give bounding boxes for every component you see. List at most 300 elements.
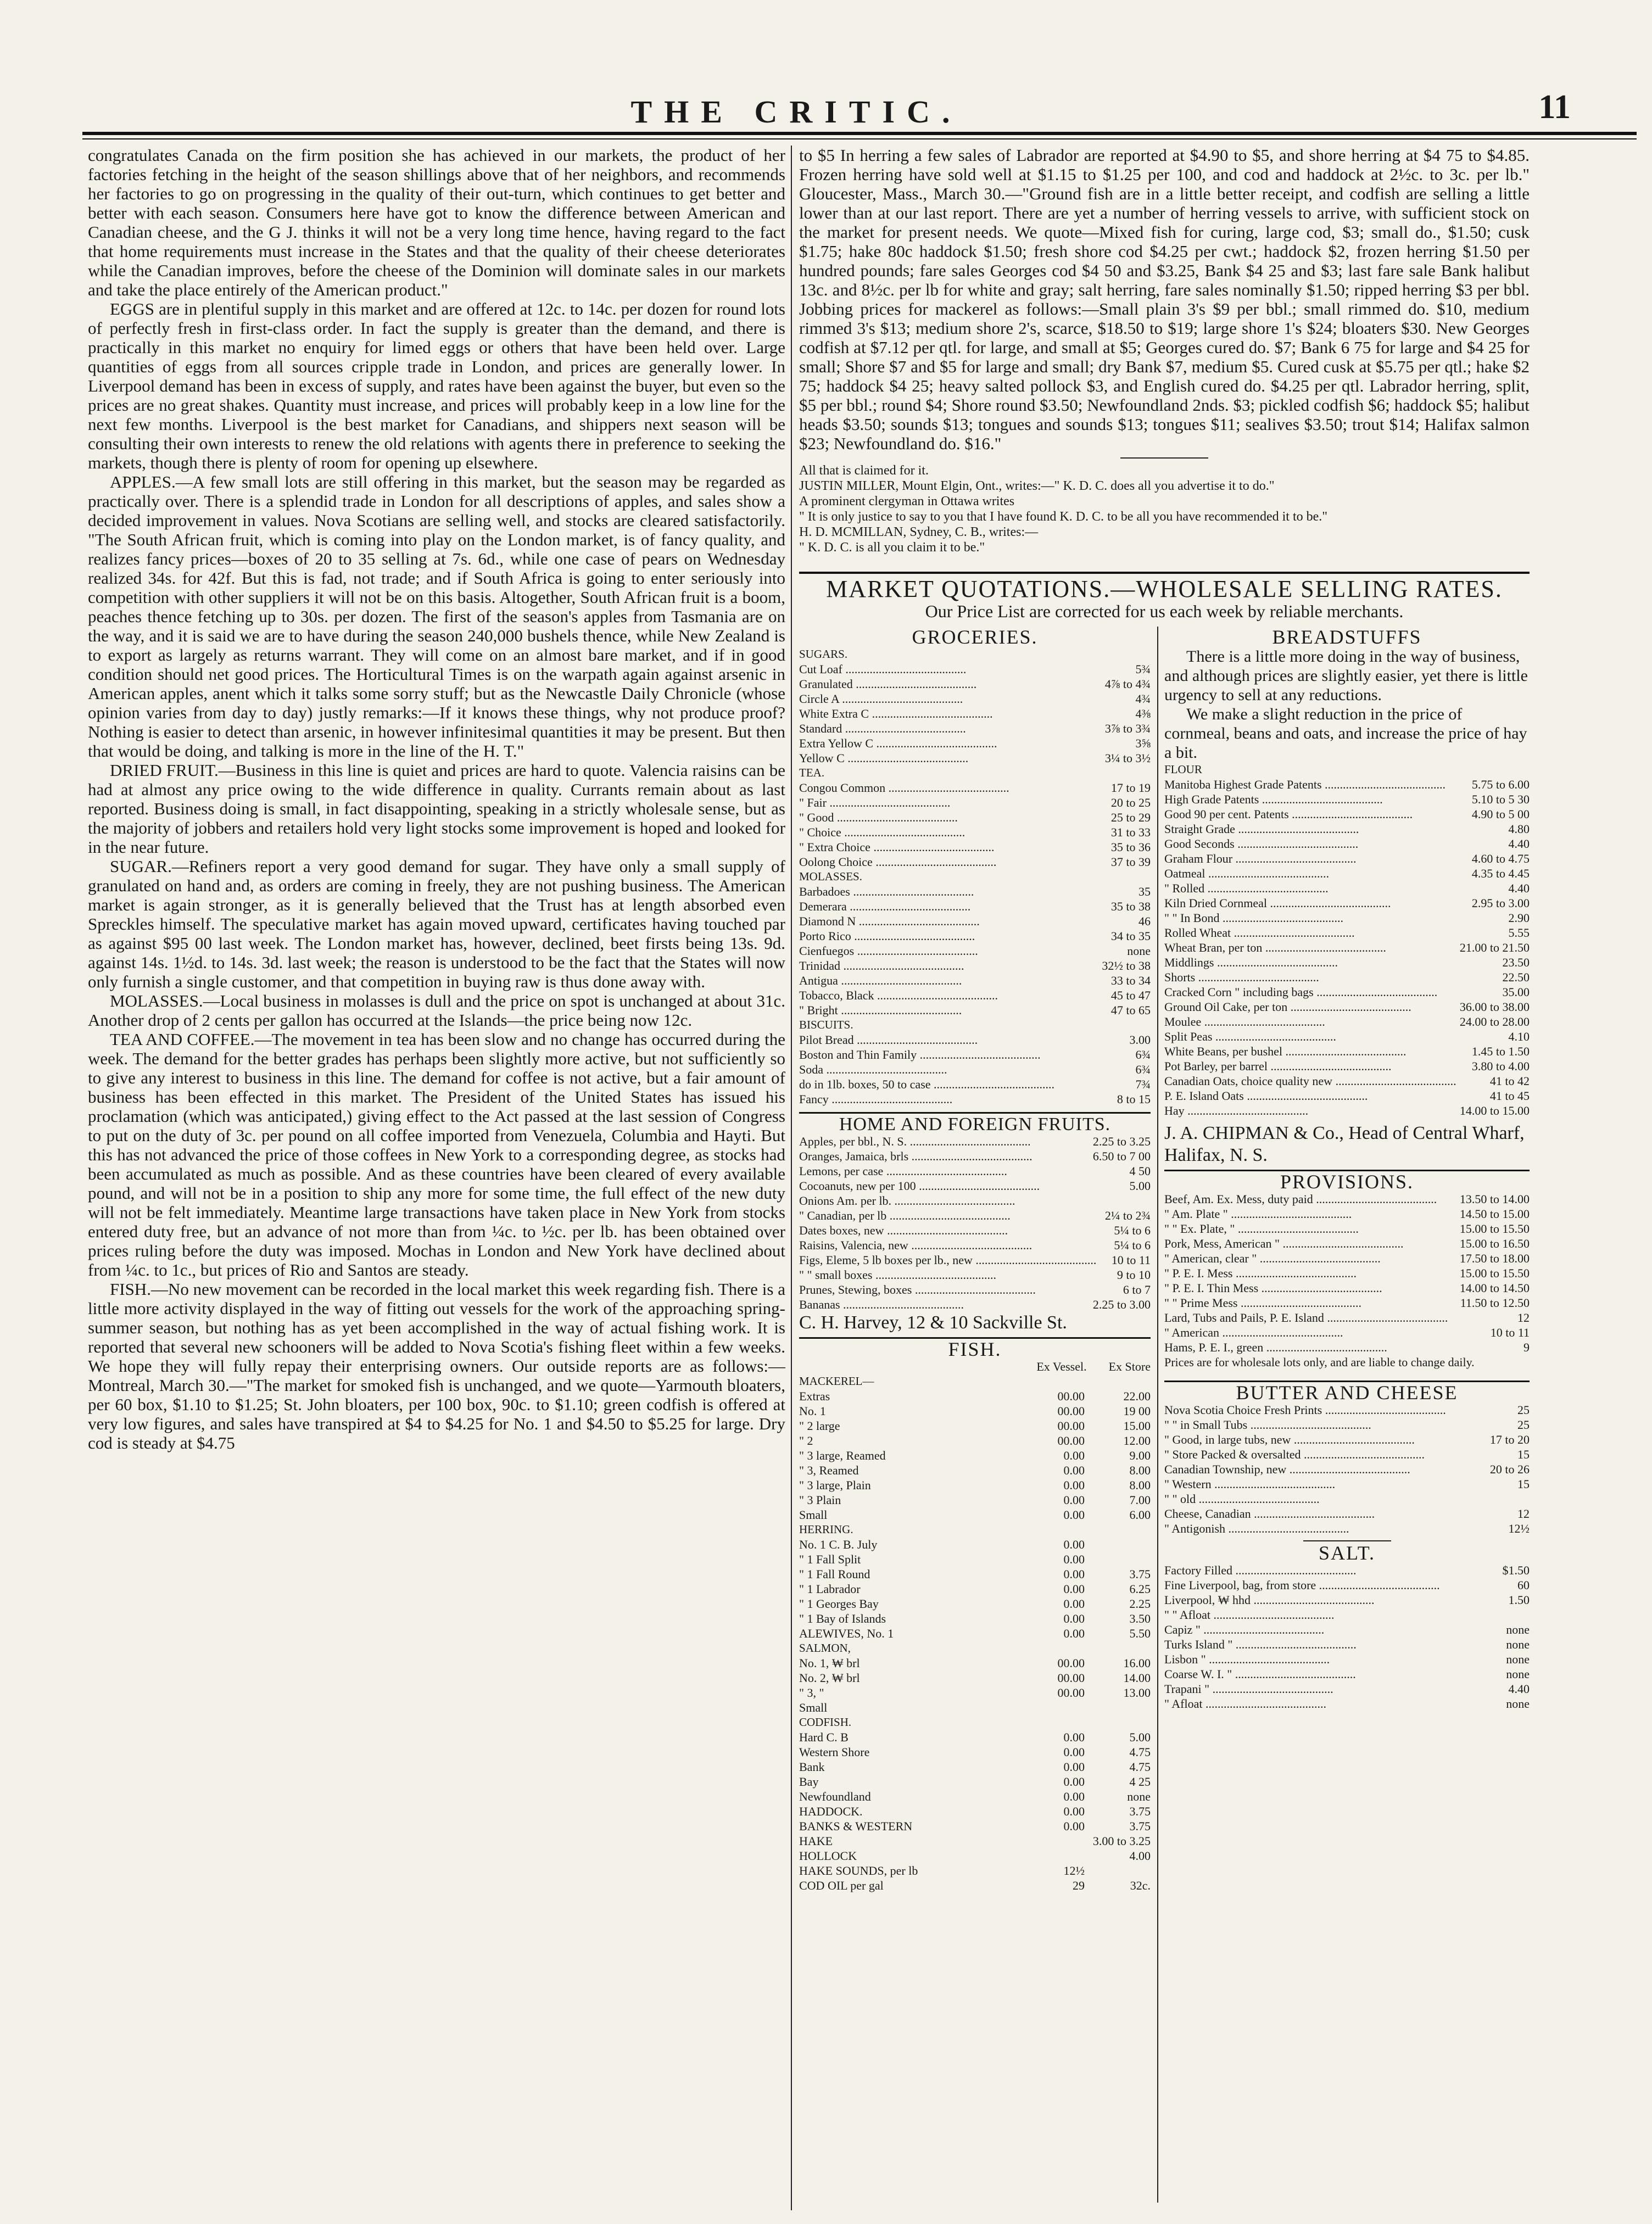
ex-store-price: 32c.	[1130, 1879, 1151, 1892]
item-price	[1526, 1607, 1530, 1622]
item-price: 6¾	[1135, 1063, 1151, 1076]
item-name: " 1 Fall Round	[799, 1567, 870, 1581]
category-label: SUGARS.	[799, 647, 848, 661]
item-name: Oranges, Jamaica, brls ........................................	[799, 1149, 1032, 1163]
provision-row	[1164, 1236, 1530, 1251]
ex-vessel-price: 00.00	[1057, 1686, 1085, 1700]
ex-store-price: 8.00	[1129, 1478, 1151, 1492]
item-name: Good Seconds ........................................	[1164, 837, 1359, 851]
item-price: 6 to 7	[1123, 1283, 1151, 1297]
salt-row	[1164, 1681, 1530, 1696]
testimonial-line: " It is only justice to say to you that I have found K. D. C. to be all you have recommended it to be."	[799, 510, 1328, 524]
breadstuff-row	[1164, 1014, 1530, 1029]
item-name: Diamond N ........................................	[799, 914, 980, 928]
item-name: Trinidad ........................................	[799, 959, 964, 973]
item-name: Barbadoes ........................................	[799, 885, 974, 898]
item-name: Bank	[799, 1760, 825, 1774]
item-price: 17 to 19	[1110, 781, 1151, 795]
item-name: " 1 Labrador	[799, 1582, 861, 1596]
fish-row	[799, 1463, 1151, 1478]
item-price: 32½ to 38	[1102, 959, 1151, 973]
item-price: 2.25 to 3.00	[1092, 1298, 1151, 1311]
item-name: BANKS & WESTERN	[799, 1819, 913, 1833]
breadstuff-row	[1164, 910, 1530, 925]
ex-store-price	[1085, 1863, 1151, 1878]
item-price: 35.00	[1502, 985, 1530, 999]
provision-row	[1164, 1281, 1530, 1295]
fruit-row	[799, 1267, 1151, 1282]
groceries-table	[799, 647, 1151, 1107]
fish-row	[799, 1878, 1151, 1893]
breadstuff-row	[1164, 1044, 1530, 1059]
category-label: MOLASSES.	[799, 870, 862, 883]
market-quotations-subtitle: Our Price List are corrected for us each week by reliable merchants.	[925, 601, 1404, 621]
item-price: 9 to 10	[1117, 1268, 1151, 1282]
item-price: 20 to 25	[1110, 796, 1151, 809]
item-price	[1147, 1193, 1151, 1208]
provision-row	[1164, 1310, 1530, 1325]
item-name: " 3 Plain	[799, 1493, 841, 1507]
butter-row	[1164, 1447, 1530, 1462]
ex-store-price: 9.00	[1129, 1449, 1151, 1462]
item-name: HADDOCK.	[799, 1804, 863, 1818]
item-price: 2.25 to 3.25	[1092, 1135, 1151, 1148]
item-name: No. 1 C. B. July	[799, 1538, 878, 1551]
ex-store-price	[1085, 1552, 1151, 1567]
ex-vessel-price: 0.00	[1063, 1597, 1085, 1611]
item-name: " Fair ........................................	[799, 796, 951, 809]
item-name: Extra Yellow C ........................................	[799, 736, 997, 750]
fruit-row	[799, 1149, 1151, 1164]
item-price: 31 to 33	[1110, 825, 1151, 839]
item-price: 5¼ to 6	[1114, 1238, 1151, 1252]
item-name: " " Prime Mess ........................................	[1164, 1296, 1361, 1310]
ex-vessel-price: 00.00	[1057, 1389, 1085, 1403]
grocery-row	[799, 958, 1151, 973]
fish-row	[799, 1567, 1151, 1582]
item-name: No. 2, ₩ brl	[799, 1671, 860, 1685]
item-name: Split Peas ........................................	[1164, 1030, 1336, 1043]
fish-row	[799, 1433, 1151, 1448]
breadstuff-row	[1164, 792, 1530, 807]
item-price: 22.50	[1502, 970, 1530, 984]
item-price: 2.95 to 3.00	[1471, 896, 1530, 910]
item-name: Prunes, Stewing, boxes ........................................	[799, 1283, 1036, 1297]
item-price: 14.00 to 14.50	[1459, 1281, 1530, 1295]
grocery-row	[799, 810, 1151, 825]
item-name: ALEWIVES, No. 1	[799, 1627, 894, 1640]
article-paragraph: DRIED FRUIT.—Business in this line is quiet and prices are hard to quote. Valencia raisins can be had at almost any price owing to the wide difference in quality. Currants remain about as last reported. Business doing is small, in fact disappointing, speaking in a strictly wholesale sense, but as the majority of jobbers and retailers hold very light stocks some improvement is hoped and looked for in the near future.	[88, 761, 785, 857]
grocery-row	[799, 691, 1151, 706]
salt-row	[1164, 1563, 1530, 1578]
item-price: 6¾	[1135, 1048, 1151, 1061]
fish-row	[799, 1626, 1151, 1641]
item-name: Tobacco, Black ........................................	[799, 988, 998, 1002]
fruit-row	[799, 1238, 1151, 1253]
breadstuff-row	[1164, 836, 1530, 851]
item-name: Shorts ........................................	[1164, 970, 1319, 984]
grocery-row	[799, 795, 1151, 810]
item-name: Rolled Wheat ........................................	[1164, 926, 1355, 940]
item-price: none	[1506, 1667, 1530, 1681]
item-price: 3.80 to 4.00	[1471, 1059, 1530, 1073]
item-name: Congou Common ........................................	[799, 781, 1009, 795]
fish-row	[799, 1804, 1151, 1819]
fruit-row	[799, 1223, 1151, 1238]
fish-row	[799, 1774, 1151, 1789]
ex-store-price: 13.00	[1123, 1686, 1151, 1700]
item-name: Canadian Township, new ........................................	[1164, 1462, 1410, 1476]
article-paragraph: EGGS are in plentiful supply in this market and are offered at 12c. to 14c. per dozen for round lots of perfectly fresh in first-class order. In fact the supply is greater than the demand, and there is practically in this market no enquiry for limed eggs or others that have been held over. Large quantities of eggs from all sources cripple trade in London, and prices are generally lower. In Liverpool demand has been in excess of supply, and rates have been against the buyer, but even so the prices are no great shakes. Quantity must increase, and prices will probably keep in a low line for the next few months. Liverpool is the best market for Canadians, and shippers next season will be consulting their own interests to renew the old relations with agents there in preference to seeking the markets, though there is plenty of room for opening up elsewhere.	[88, 299, 785, 472]
item-price: 10 to 11	[1111, 1253, 1151, 1267]
item-name: " Good ........................................	[799, 811, 958, 824]
item-name: Small	[799, 1508, 828, 1522]
item-price	[1526, 1491, 1530, 1506]
salt-row	[1164, 1667, 1530, 1681]
item-name: " 1 Georges Bay	[799, 1597, 879, 1611]
item-price: 13.50 to 14.00	[1459, 1192, 1530, 1206]
item-price: 5¾	[1135, 662, 1151, 676]
item-price: 5.10 to 5 30	[1471, 792, 1530, 806]
groceries-heading: GROCERIES.	[912, 626, 1038, 648]
item-price: 25 to 29	[1110, 811, 1151, 824]
item-name: " 3 large, Reamed	[799, 1449, 886, 1462]
item-name: Hard C. B	[799, 1730, 849, 1744]
fish-row	[799, 1552, 1151, 1567]
ex-vessel-price: 00.00	[1057, 1671, 1085, 1685]
item-name: High Grade Patents ........................................	[1164, 792, 1383, 806]
grocery-row	[799, 884, 1151, 899]
ex-store-price: 3.75	[1129, 1819, 1151, 1833]
item-price: 5¼ to 6	[1114, 1223, 1151, 1237]
item-name: " Bright ........................................	[799, 1003, 962, 1017]
item-price: 34 to 35	[1110, 929, 1151, 943]
item-price: 3⅝	[1135, 736, 1151, 750]
fish-row	[799, 1863, 1151, 1878]
item-price: 4.40	[1508, 1682, 1530, 1696]
item-name: Turks Island " ........................................	[1164, 1638, 1357, 1651]
item-name: Raisins, Valencia, new ........................................	[799, 1238, 1032, 1252]
ex-vessel-price: 0.00	[1063, 1730, 1085, 1744]
ex-store-header: Ex Store	[1108, 1360, 1151, 1373]
ex-store-price: 6.00	[1129, 1508, 1151, 1522]
breadstuff-row	[1164, 851, 1530, 866]
item-name: Fancy ........................................	[799, 1092, 953, 1106]
ex-store-price: 4.00	[1129, 1849, 1151, 1863]
breadstuff-row	[1164, 881, 1530, 896]
item-price: 4.80	[1508, 822, 1530, 836]
fruit-row	[799, 1134, 1151, 1149]
breadstuffs-heading: BREADSTUFFS	[1272, 626, 1422, 648]
ex-vessel-price: 0.00	[1063, 1567, 1085, 1581]
grocery-row	[799, 914, 1151, 929]
grocery-row	[799, 943, 1151, 958]
ex-store-price: 19 00	[1123, 1404, 1151, 1418]
ex-vessel-price: 0.00	[1063, 1760, 1085, 1774]
item-price: 6.50 to 7 00	[1092, 1149, 1151, 1163]
item-name: Cheese, Canadian ........................................	[1164, 1507, 1375, 1521]
grocery-row	[799, 854, 1151, 869]
testimonial-line: All that is claimed for it.	[799, 463, 929, 478]
item-name: Granulated ........................................	[799, 677, 977, 691]
fish-row	[799, 1730, 1151, 1745]
breadstuff-row	[1164, 1088, 1530, 1103]
item-price: $1.50	[1502, 1563, 1530, 1577]
ex-vessel-price: 0.00	[1063, 1745, 1085, 1759]
item-name: COD OIL per gal	[799, 1879, 884, 1892]
item-name: Wheat Bran, per ton ........................................	[1164, 941, 1386, 954]
item-name: Liverpool, ₩ hhd ........................................	[1164, 1593, 1375, 1607]
item-price: 17.50 to 18.00	[1459, 1251, 1530, 1265]
item-name: Canadian Oats, choice quality new ........................................	[1164, 1074, 1456, 1088]
item-price: 12½	[1508, 1522, 1530, 1535]
breadstuffs-paragraph: We make a slight reduction in the price of cornmeal, beans and oats, and increase the price of hay a bit.	[1164, 705, 1527, 762]
ex-vessel-price: 12½	[1063, 1864, 1085, 1877]
item-name: " 2 large	[799, 1419, 840, 1433]
ex-vessel-price: 0.00	[1063, 1552, 1085, 1566]
item-name: " 3, "	[799, 1686, 824, 1700]
fish-row	[799, 1389, 1151, 1404]
item-name: HAKE SOUNDS, per lb	[799, 1864, 918, 1877]
category-label: MACKEREL—	[799, 1374, 874, 1388]
salt-row	[1164, 1578, 1530, 1592]
item-name: Lemons, per case ........................................	[799, 1164, 1007, 1178]
item-name: " 3 large, Plain	[799, 1478, 871, 1492]
page-number: 11	[1538, 88, 1571, 126]
flour-label: FLOUR	[1164, 763, 1202, 776]
page-header	[82, 82, 1571, 137]
ex-store-price: 3.75	[1129, 1804, 1151, 1818]
fruit-row	[799, 1178, 1151, 1193]
salt-heading: SALT.	[1318, 1542, 1376, 1564]
item-price: 14.00 to 15.00	[1459, 1104, 1530, 1117]
item-name: Yellow C ........................................	[799, 751, 969, 765]
item-price: 47 to 65	[1110, 1003, 1151, 1017]
fish-heading: FISH.	[948, 1338, 1002, 1360]
item-price: 17 to 20	[1489, 1433, 1530, 1446]
fish-row	[799, 1700, 1151, 1715]
article-paragraph: TEA AND COFFEE.—The movement in tea has been slow and no change has occurred during the week. The demand for the better grades has perhaps been slightly more active, but not sufficiently so to give any interest to business in this line. The demand for coffee is not active, but a fair amount of business has been effected in this market. The President of the United States has issued his proclamation (which was anticipated,) giving effect to the Act passed at the last session of Congress to put on the duty of 3c. per pound on all coffee imported from Venezuela, Columbia and Hayti. But this has not advanced the price of those coffees in New York to a corresponding degree, as stocks had been accumulated as much as possible. And as these countries have been cleared of every available pound, and will not be in a position to ship any more for some time, the full effect of the new duty will not be felt immediately. Meantime large transactions have taken place in New York from stocks entered duty free, but an advance of not more than from ¼c. to ½c. per lb. has been obtained over prices ruling before the duty was imposed. Mochas in London and New York have declined about from ¼c. to 1c., but prices of Rio and Santos are steady.	[88, 1030, 785, 1279]
testimonial-line: H. D. MCMILLAN, Sydney, C. B., writes:—	[799, 525, 1039, 539]
item-name: Boston and Thin Family ........................................	[799, 1048, 1041, 1061]
item-name: Good 90 per cent. Patents ........................................	[1164, 807, 1413, 821]
fruit-row	[799, 1193, 1151, 1208]
item-price: 25	[1517, 1418, 1530, 1432]
provision-row	[1164, 1206, 1530, 1221]
item-name: Trapani " ........................................	[1164, 1682, 1333, 1696]
category-label: HERRING.	[799, 1523, 853, 1536]
item-name: Demerara ........................................	[799, 899, 971, 913]
item-name: Newfoundland	[799, 1790, 871, 1803]
item-price: none	[1506, 1623, 1530, 1636]
item-price: 10 to 11	[1490, 1326, 1530, 1339]
item-price: 5.75 to 6.00	[1471, 778, 1530, 791]
butter-cheese-table	[1164, 1402, 1530, 1536]
ex-store-price: 5.50	[1129, 1627, 1151, 1640]
section-rule	[799, 572, 1530, 574]
item-price: 1.45 to 1.50	[1471, 1044, 1530, 1058]
fish-row	[799, 1507, 1151, 1522]
item-name: HOLLOCK	[799, 1849, 857, 1863]
ex-store-price: 15.00	[1123, 1419, 1151, 1433]
item-name: Moulee ........................................	[1164, 1015, 1325, 1029]
ex-store-price: 4.75	[1129, 1745, 1151, 1759]
item-price: 14.50 to 15.00	[1459, 1207, 1530, 1221]
item-name: Western Shore	[799, 1745, 870, 1759]
ex-vessel-price: 0.00	[1063, 1790, 1085, 1803]
breadstuff-row	[1164, 985, 1530, 999]
ex-store-price: 8.00	[1129, 1463, 1151, 1477]
ex-store-price: 3.00 to 3.25	[1092, 1834, 1151, 1848]
breadstuff-row	[1164, 807, 1530, 822]
ex-store-price	[1085, 1537, 1151, 1552]
ex-store-price: 7.00	[1129, 1493, 1151, 1507]
item-name: Hams, P. E. I., green ........................................	[1164, 1340, 1387, 1354]
ex-vessel-price: 0.00	[1063, 1449, 1085, 1462]
divider	[1120, 457, 1208, 459]
item-price: 45 to 47	[1110, 988, 1151, 1002]
ex-store-price: none	[1127, 1790, 1151, 1803]
ex-store-price: 14.00	[1123, 1671, 1151, 1685]
item-name: Pork, Mess, American " ........................................	[1164, 1237, 1404, 1250]
ex-vessel-price: 00.00	[1057, 1434, 1085, 1448]
grocery-row	[799, 988, 1151, 1003]
item-name: " Extra Choice ........................................	[799, 840, 995, 854]
item-name: Hay ........................................	[1164, 1104, 1309, 1117]
item-name: " " Ex. Plate, " ........................................	[1164, 1222, 1359, 1236]
butter-row	[1164, 1521, 1530, 1536]
fruit-row	[799, 1253, 1151, 1267]
item-name: Ground Oil Cake, per ton ........................................	[1164, 1000, 1411, 1014]
ex-vessel-price	[1024, 1834, 1085, 1848]
ex-vessel-price: 0.00	[1063, 1804, 1085, 1818]
item-name: Cut Loaf ........................................	[799, 662, 967, 676]
divider	[1303, 1540, 1391, 1541]
item-price: 35 to 36	[1110, 840, 1151, 854]
item-name: Dates boxes, new ........................................	[799, 1223, 1008, 1237]
breadstuff-row	[1164, 955, 1530, 970]
item-name: Fine Liverpool, bag, from store ........................................	[1164, 1578, 1440, 1592]
ex-vessel-price: 0.00	[1063, 1612, 1085, 1625]
item-price: none	[1506, 1638, 1530, 1651]
home-foreign-table	[799, 1134, 1151, 1312]
category-label: SALMON,	[799, 1641, 851, 1655]
ex-vessel-price: 0.00	[1063, 1819, 1085, 1833]
grocery-row	[799, 973, 1151, 988]
fish-row	[799, 1537, 1151, 1552]
ex-vessel-price: 29	[1073, 1879, 1085, 1892]
left-column	[88, 146, 785, 1452]
breadstuff-row	[1164, 1074, 1530, 1088]
salt-row	[1164, 1652, 1530, 1667]
item-price: 25	[1517, 1403, 1530, 1417]
breadstuffs-paragraph: There is a little more doing in the way of business, and although prices are slightly easier, yet there is little urgency to sell at any reductions.	[1164, 647, 1528, 704]
item-price: none	[1127, 944, 1151, 958]
grocery-row	[799, 721, 1151, 736]
item-price: 4⅜	[1135, 707, 1151, 720]
ex-vessel-price: 00.00	[1057, 1404, 1085, 1418]
fish-row	[799, 1759, 1151, 1774]
item-name: " Good, in large tubs, new ........................................	[1164, 1433, 1415, 1446]
fish-row	[799, 1670, 1151, 1685]
category-label: TEA.	[799, 766, 825, 779]
butter-cheese-heading: BUTTER AND CHEESE	[1236, 1382, 1458, 1404]
grocery-row	[799, 825, 1151, 840]
item-price: 60	[1517, 1578, 1530, 1592]
item-price: 12	[1517, 1507, 1530, 1521]
fish-row	[799, 1745, 1151, 1759]
item-name: Standard ........................................	[799, 722, 966, 735]
item-price: 4.40	[1508, 837, 1530, 851]
article-paragraph: congratulates Canada on the firm position she has achieved in our markets, the product of her factories fetching in the height of the season shillings above that of her neighbors, and recommends her factories to go on progressing in the quality of their out-turn, which continues to get better and better with each season. Consumers here have got to know the difference between American and Canadian cheese, and the G J. thinks it will not be a very long time hence, having regard to the fact that home requirements must increase in the States and that the quality of their cheese deteriorates while the Canadian improves, before the cheese of the Dominion will dominate sales in our markets and take the place entirely of the American product."	[88, 146, 785, 299]
item-price: 2¼ to 2¾	[1104, 1209, 1151, 1222]
butter-row	[1164, 1506, 1530, 1521]
item-name: Extras	[799, 1389, 830, 1403]
ex-vessel-price: 0.00	[1063, 1582, 1085, 1596]
ex-vessel-price	[1024, 1700, 1085, 1715]
breadstuff-row	[1164, 822, 1530, 836]
item-price: none	[1506, 1652, 1530, 1666]
grocery-row	[799, 929, 1151, 943]
column-divider	[791, 146, 792, 2210]
breadstuff-row	[1164, 1103, 1530, 1118]
category-label: CODFISH.	[799, 1716, 852, 1729]
item-price: 4¾	[1135, 692, 1151, 706]
breadstuff-row	[1164, 940, 1530, 955]
item-name: " " in Small Tubs ........................................	[1164, 1418, 1371, 1432]
grocery-row	[799, 780, 1151, 795]
item-name: " Canadian, per lb ........................................	[799, 1209, 1011, 1222]
item-price: 2.90	[1508, 911, 1530, 925]
ex-store-price: 2.25	[1129, 1597, 1151, 1611]
item-name: Factory Filled ........................................	[1164, 1563, 1357, 1577]
provision-row	[1164, 1221, 1530, 1236]
provisions-heading: PROVISIONS.	[1280, 1171, 1414, 1193]
fish-row	[799, 1834, 1151, 1848]
article-paragraph: SUGAR.—Refiners report a very good demand for sugar. They have only a small supply of granulated on hand and, as orders are coming in freely, they are not pushing business. The American market is again stronger, as it is generally believed that the Trust has at length absorbed even Spreckles himself. The speculative market has again moved upward, certificates having touched par as against $95 00 last week. The London market has, however, declined, beet firsts being 13s. 9d. against 14s. 1½d. to 14s. 3d. last week; the reason is understood to be the fact that the States will now only furnish a single customer, and that competition in buying raw is thus done away with.	[88, 857, 785, 991]
item-price: 9	[1523, 1340, 1530, 1354]
butter-row	[1164, 1462, 1530, 1477]
testimonials-block	[799, 463, 1530, 555]
provision-row	[1164, 1340, 1530, 1355]
grocery-row	[799, 677, 1151, 691]
item-price: 5.00	[1129, 1179, 1151, 1193]
provision-row	[1164, 1192, 1530, 1206]
item-price: none	[1506, 1697, 1530, 1711]
fruit-supplier: C. H. Harvey, 12 & 10 Sackville St.	[799, 1312, 1067, 1333]
item-price: 41 to 45	[1489, 1089, 1530, 1103]
item-price: 3⅞ to 3¾	[1104, 722, 1151, 735]
butter-row	[1164, 1402, 1530, 1417]
item-name: " Western ........................................	[1164, 1477, 1336, 1491]
article-paragraph: FISH.—No new movement can be recorded in the local market this week regarding fish. There is a little more activity displayed in the way of fitting out vessels for the work of the approaching spring-summer season, but nothing has as yet been accomplished in the way of actual fishing work. It is reported that several new schooners will be added to Nova Scotia's fishing fleet within a few weeks. We hope they will fully repay their enterprising owners. Our outside reports are as follows:—Montreal, March 30.—"The market for smoked fish is unchanged, and we quote—Yarmouth bloaters, per 60 box, $1.10 to $1.25; St. John bloaters, per 100 box, 90c. to $1.10; green codfish is offered at very low figures, and sales have transpired at $4 to $4.25 for No. 1 and $4.50 to $5.25 for large. Dry cod is steady at $4.75	[88, 1279, 785, 1452]
item-name: Lard, Tubs and Pails, P. E. Island ........................................	[1164, 1311, 1448, 1325]
item-price: 15.00 to 15.50	[1459, 1266, 1530, 1280]
grocery-row	[799, 706, 1151, 721]
item-name: Apples, per bbl., N. S. ........................................	[799, 1135, 1031, 1148]
ex-store-price: 5.00	[1129, 1730, 1151, 1744]
item-name: Pot Barley, per barrel ........................................	[1164, 1059, 1392, 1073]
item-name: No. 1, ₩ brl	[799, 1656, 860, 1670]
grocery-row	[799, 1062, 1151, 1077]
grocery-row	[799, 662, 1151, 677]
fish-column-headers	[799, 1359, 1151, 1374]
item-price: 15.00 to 15.50	[1459, 1222, 1530, 1236]
butter-row	[1164, 1477, 1530, 1491]
fish-report-continued: to $5 In herring a few sales of Labrador are reported at $4.90 to $5, and shore herring at $4 75 to $4.85. Frozen herring have sold well at $1.15 to $1.25 per 100, and cod and haddock at 2½c. to 3c. per lb." Gloucester, Mass., March 30.—"Ground fish are in a little better receipt, and codfish are selling a little lower than at our last report. There are yet a number of herring vessels to arrive, with sufficient stock on the market for present needs. We quote—Mixed fish for curing, large cod, $3; small do., $1.50; cusk $1.75; hake 80c haddock $1.50; fresh shore cod $4.25 per cwt.; haddock $2, frozen herring $1.50 per hundred pounds; fare sales Georges cod $4 50 and $3.25, Bank $4 25 and $3; last fare sale Bank halibut 13c. and 8½c. per lb for white and gray; salt herring, fare sales nominally $1.50; ripped herring $3 per bbl. Jobbing prices for mackerel as follows:—Small plain 3's $9 per bbl.; small rimmed do. $10, medium rimmed 3's $13; medium shore 2's, scarce, $18.50 to $19; large shore 1's $24; bloaters $30. New Georges codfish at $7.12 per qtl. for large, and small at $5; Georges cured do. $7; Bank 6 75 for large and $4 25 for small; Shore $7 and $5 for large and small; dry Bank $7, medium $5. Cured cusk at $5.75 per qtl.; hake $2 75; haddock $4 25; heavy salted pollock $3, and English cured do. $4.25 per qtl. Labrador herring, split, $5 per bbl.; round $4; Shore round $3.50; Newfoundland 2nds. $3; pickled codfish $6; haddock $5; halibut heads $3.50; sounds $13; tongues and sounds $13; tongues $11; sealives $3.50; trout $14; Halifax salmon $23; Newfoundland do. $16."	[799, 146, 1530, 453]
item-price: 3¼ to 3½	[1104, 751, 1151, 765]
item-price: 24.00 to 28.00	[1459, 1015, 1530, 1029]
